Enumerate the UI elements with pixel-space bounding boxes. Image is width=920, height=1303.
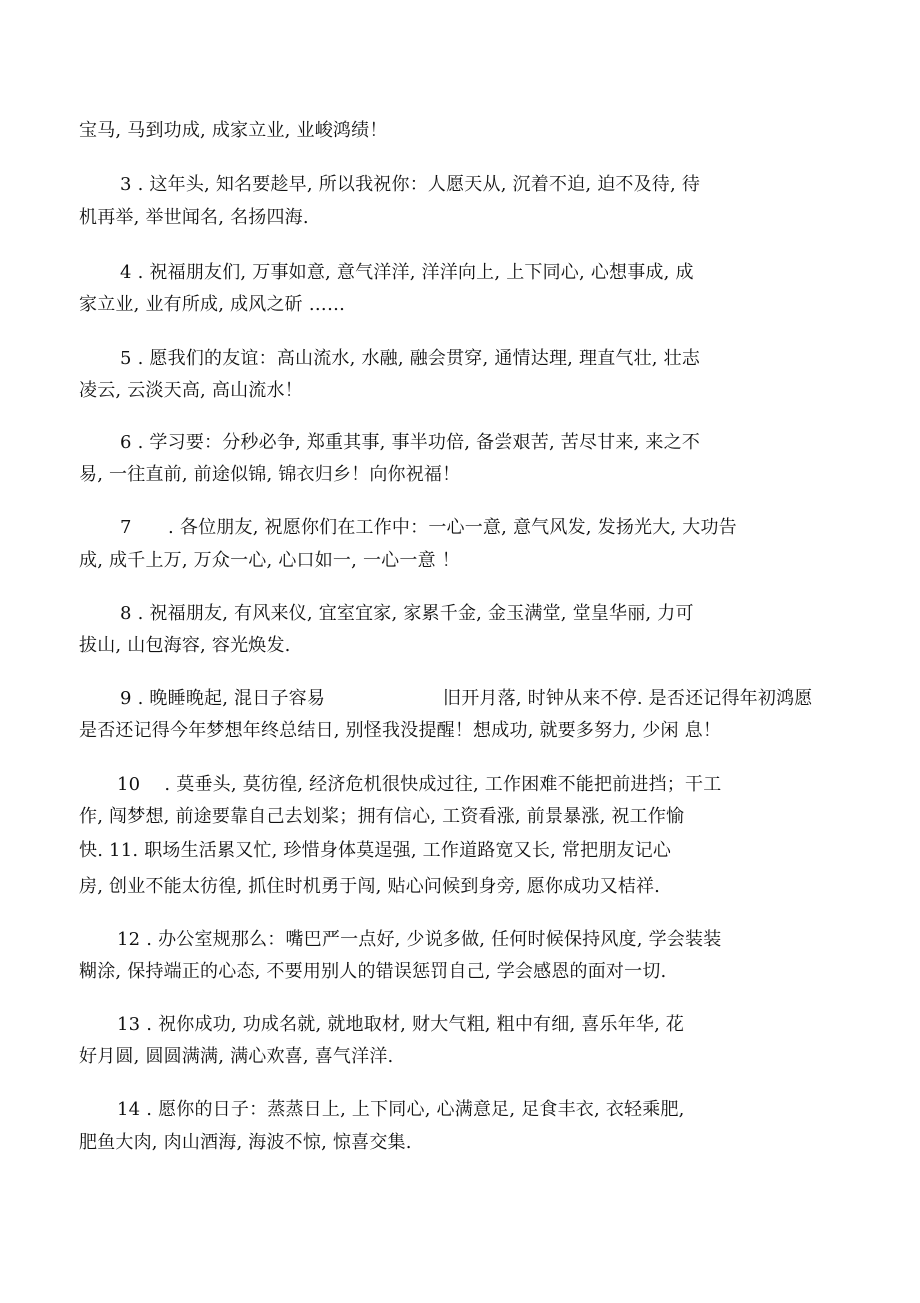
text-line: 6 . 学习要：分秒必争, 郑重其事, 事半功倍, 备尝艰苦, 苦尽甘来, 来之不 <box>120 432 701 453</box>
text-line: 机再举, 举世闻名, 名扬四海. <box>79 207 309 228</box>
text-line: 房, 创业不能太彷徨, 抓住时机勇于闯, 贴心问候到身旁, 愿你成功又桔祥. <box>79 876 661 897</box>
text-line: 是否还记得今年梦想年终总结日, 别怪我没提醒！想成功, 就要多努力, 少闲 息！ <box>79 720 722 741</box>
text-line: 7 . 各位朋友, 祝愿你们在工作中：一心一意, 意气风发, 发扬光大, 大功告 <box>120 517 737 538</box>
text-line: 旧开月落, 时钟从来不停. 是否还记得年初鸿愿 <box>443 688 813 709</box>
text-line: 3 . 这年头, 知名要趁早, 所以我祝你：人愿天从, 沉着不迫, 迫不及待, 待 <box>120 174 701 195</box>
text-line: 12 . 办公室规那么：嘴巴严一点好, 少说多做, 任何时候保持风度, 学会装装 <box>117 929 722 950</box>
text-line: 成, 成千上万, 万众一心, 心口如一, 一心一意 ！ <box>79 550 460 571</box>
text-line: 家立业, 业有所成, 成风之斫 …… <box>79 294 346 315</box>
text-line: 宝马, 马到功成, 成家立业, 业峻鸿绩！ <box>79 120 388 141</box>
text-line: 易, 一往直前, 前途似锦, 锦衣归乡！向你祝福！ <box>79 464 461 485</box>
text-line: 好月圆, 圆圆满满, 满心欢喜, 喜气洋洋. <box>79 1046 394 1067</box>
text-line: 8 . 祝福朋友, 有风来仪, 宜室宜家, 家累千金, 金玉满堂, 堂皇华丽, 力可 <box>120 603 694 624</box>
text-line: 糊涂, 保持端正的心态, 不要用别人的错误惩罚自己, 学会感恩的面对一切. <box>79 961 667 982</box>
text-line: 凌云, 云淡天高, 高山流水！ <box>79 380 303 401</box>
text-line: 5 . 愿我们的友谊：高山流水, 水融, 融会贯穿, 通情达理, 理直气壮, 壮志 <box>120 348 701 369</box>
text-line: 肥鱼大肉, 肉山酒海, 海波不惊, 惊喜交集. <box>79 1132 412 1153</box>
text-line: 4 . 祝福朋友们, 万事如意, 意气洋洋, 洋洋向上, 上下同心, 心想事成, 成 <box>120 262 694 283</box>
text-line: 14 . 愿你的日子：蒸蒸日上, 上下同心, 心满意足, 足食丰衣, 衣轻乘肥, <box>117 1099 685 1120</box>
text-line: 作, 闯梦想, 前途要靠自己去划桨；拥有信心, 工资看涨, 前景暴涨, 祝工作愉 <box>79 806 685 827</box>
text-line: 快. 11. 职场生活累又忙, 珍惜身体莫逞强, 工作道路宽又长, 常把朋友记心 <box>79 840 672 861</box>
text-line: 9 . 晚睡晚起, 混日子容易 <box>120 688 326 709</box>
text-line: 10 . 莫垂头, 莫彷徨, 经济危机很快成过往, 工作困难不能把前进挡；干工 <box>117 774 722 795</box>
text-line: 13 . 祝你成功, 功成名就, 就地取材, 财大气粗, 粗中有细, 喜乐年华, 花 <box>117 1014 685 1035</box>
text-line: 拔山, 山包海容, 容光焕发. <box>79 635 291 656</box>
